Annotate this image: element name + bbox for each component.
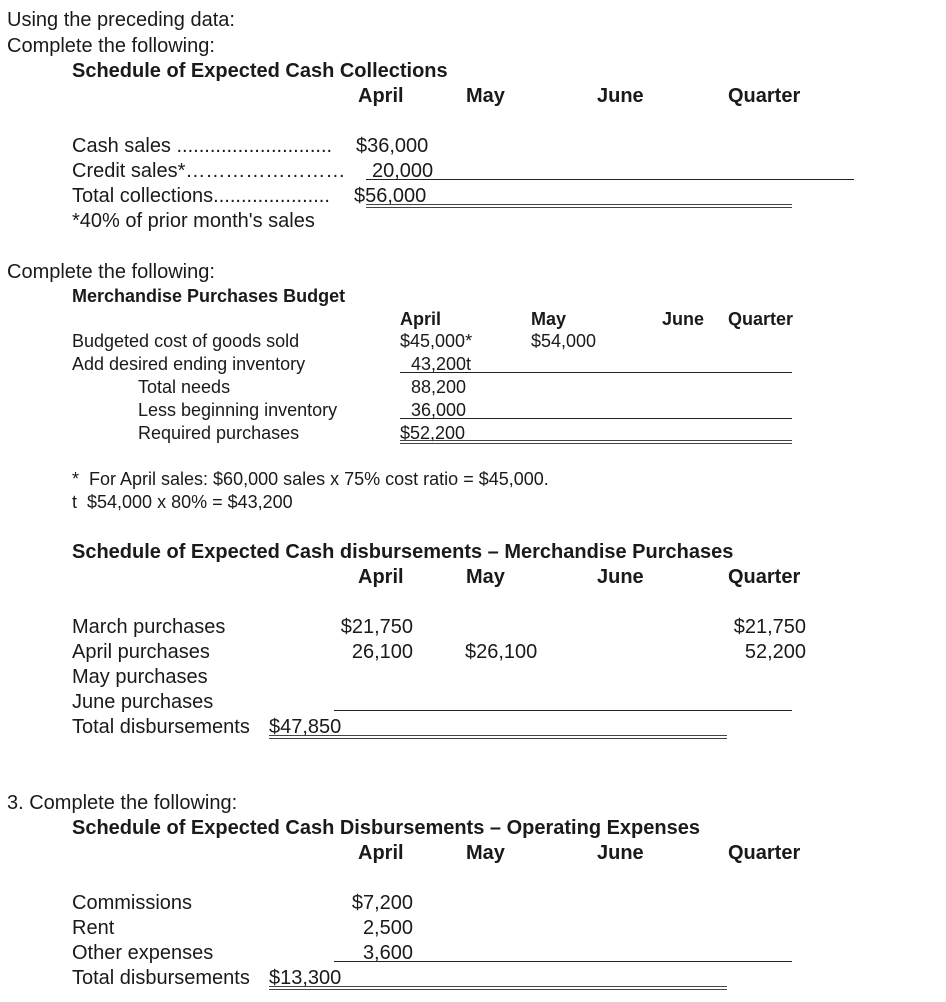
disb-merch-row-quarter: $21,750 (733, 616, 806, 638)
purchases-header-june: June (662, 309, 705, 329)
disb-opex-total-label: Total disbursements (72, 967, 250, 989)
collections-row-label: Cash sales ............................ (72, 135, 333, 157)
purchases-header-quarter: Quarter (728, 309, 794, 329)
purchases-total-double-rule (400, 440, 792, 444)
collections-header-june: June (597, 85, 644, 107)
disb-opex-row-label: Rent (72, 917, 115, 939)
disb-opex-row-april: 2,500 (362, 917, 413, 939)
disb-merch-rule (334, 710, 792, 711)
collections-subtotal-rule (366, 179, 854, 180)
disb-opex-row-april: 3,600 (362, 942, 413, 964)
purchases-row-label: Budgeted cost of goods sold (72, 331, 300, 351)
collections-total-label: Total collections..................... (72, 185, 330, 207)
purchases-note-1: * For April sales: $60,000 sales x 75% cost ratio = $45,000. (72, 469, 549, 489)
purchases-row-label: Less beginning inventory (138, 400, 338, 420)
purchases-row-may: $54,000 (531, 331, 597, 351)
collections-footnote: *40% of prior month's sales (72, 210, 315, 232)
purchases-intro: Complete the following: (7, 261, 215, 283)
disb-opex-header-june: June (597, 842, 644, 864)
disb-opex-row-april: $7,200 (351, 892, 413, 914)
collections-header-may: May (466, 85, 505, 107)
disb-merch-total-april: $47,850 (269, 716, 342, 738)
purchases-rule (400, 418, 792, 419)
collections-header-quarter: Quarter (728, 85, 801, 107)
disb-opex-header-april: April (358, 842, 404, 864)
purchases-row-april: $52,200 (400, 423, 466, 443)
disb-opex-row-label: Commissions (72, 892, 193, 914)
disb-merch-row-label: April purchases (72, 641, 210, 663)
disb-merch-header-quarter: Quarter (728, 566, 801, 588)
disb-merch-row-may: $26,100 (465, 641, 538, 663)
disb-opex-total-april: $13,300 (269, 967, 342, 989)
disb-merch-row-label: June purchases (72, 691, 214, 713)
purchases-row-april: 43,200t (411, 354, 472, 374)
collections-header-april: April (358, 85, 404, 107)
intro-line-1: Using the preceding data: (7, 9, 235, 31)
disb-merch-row-april: $21,750 (340, 616, 413, 638)
disb-merch-header-june: June (597, 566, 644, 588)
purchases-row-april: 88,200 (411, 377, 467, 397)
collections-row-label: Credit sales*…………………… (72, 160, 346, 182)
disb-merch-row-label: May purchases (72, 666, 208, 688)
collections-total-double-rule (366, 204, 792, 208)
disb-opex-title: Schedule of Expected Cash Disbursements – Operating Expenses (72, 817, 700, 839)
purchases-row-label: Total needs (138, 377, 231, 397)
disb-opex-header-quarter: Quarter (728, 842, 801, 864)
intro-line-2: Complete the following: (7, 35, 215, 57)
purchases-rule (400, 372, 792, 373)
disb-opex-row-label: Other expenses (72, 942, 214, 964)
purchases-row-label: Add desired ending inventory (72, 354, 306, 374)
disb-opex-header-may: May (466, 842, 505, 864)
disb-opex-total-double-rule (269, 986, 727, 990)
disb-merch-total-double-rule (269, 735, 727, 739)
disb-merch-row-april: 26,100 (351, 641, 413, 663)
collections-title: Schedule of Expected Cash Collections (72, 60, 448, 82)
disb-merch-row-quarter: 52,200 (744, 641, 806, 663)
purchases-title: Merchandise Purchases Budget (72, 286, 346, 306)
purchases-row-april: 36,000 (411, 400, 467, 420)
purchases-note-2: t $54,000 x 80% = $43,200 (72, 492, 293, 512)
collections-row-april: $36,000 (356, 135, 429, 157)
collections-total-april: $56,000 (354, 185, 427, 207)
disb-opex-rule (334, 961, 792, 962)
purchases-header-april: April (400, 309, 442, 329)
disb-merch-header-april: April (358, 566, 404, 588)
disb-merch-title: Schedule of Expected Cash disbursements – Merchandise Purchases (72, 541, 734, 563)
collections-row-april: 20,000 (372, 160, 434, 182)
disb-merch-header-may: May (466, 566, 505, 588)
purchases-header-may: May (531, 309, 567, 329)
disb-merch-row-label: March purchases (72, 616, 226, 638)
disb-merch-total-label: Total disbursements (72, 716, 250, 738)
disb-opex-intro: 3. Complete the following: (7, 792, 238, 814)
purchases-row-april: $45,000* (400, 331, 473, 351)
purchases-row-label: Required purchases (138, 423, 300, 443)
